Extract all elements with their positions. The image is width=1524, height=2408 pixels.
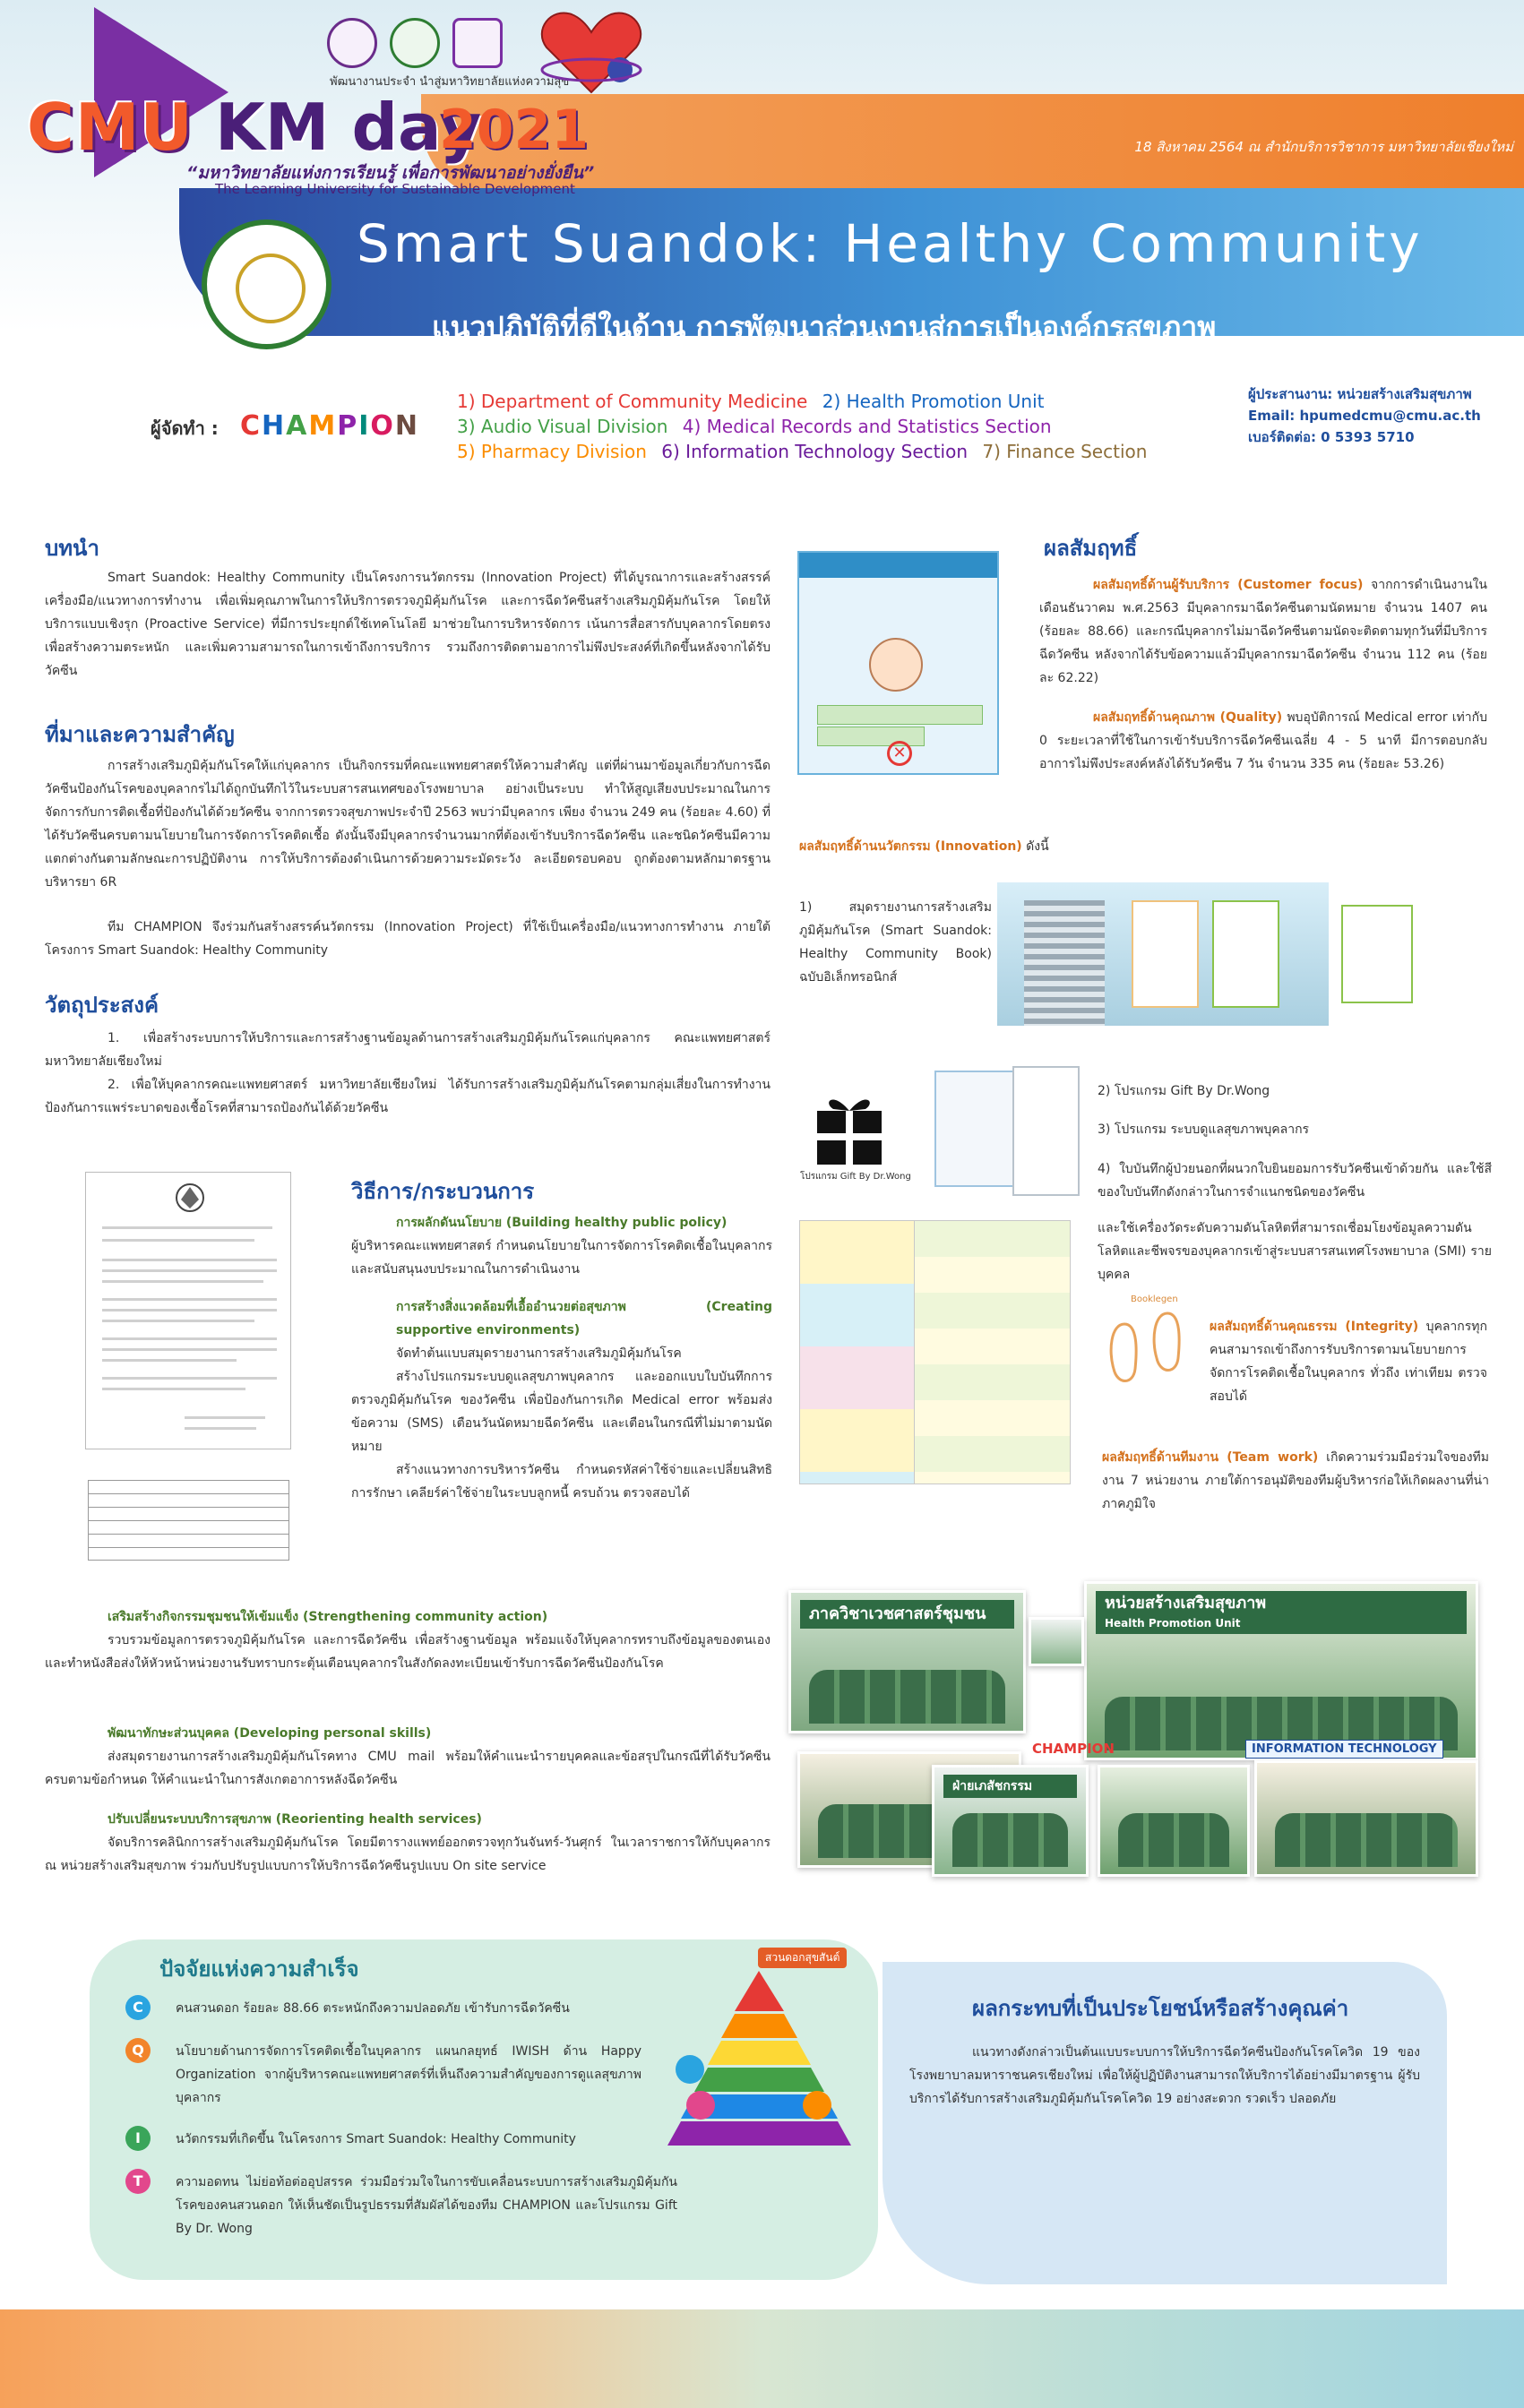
result-teamwork-title: ผลสัมฤทธิ์ด้านทีมงาน (Team work) [1102, 1450, 1319, 1465]
method-step-2c-wrap [351, 1458, 772, 1505]
photo-finance [1098, 1765, 1250, 1877]
slogan-english: The Learning University for Sustainable Development [215, 181, 575, 197]
form-row [817, 705, 983, 725]
phone-status-bar [799, 553, 997, 578]
policy-document-image [85, 1172, 291, 1449]
photo-it-section [1254, 1760, 1478, 1877]
background-p1: การสร้างเสริมภูมิคุ้มกันโรคให้แก่บุคลากร เป็นกิจกรรมที่คณะแพทยศาสตร์ให้ความสำคัญ แต่ที่ผ่านมาข้อมูลเกี่ยวกับการฉีดวัคซีนป้องกันโรคของบุคลากรไม่ได้ถูกบันทึกไว้ในระบบสารสนเทศของโรงพยาบาล อย่างเป็นระบบ ทำให้สูญเสียงบประมาณในการจัดการกับการติดเชื้อที่ป้องกันได้ด้วยวัคซีน จากการตรวจสุขภาพประจำปี 2563 พบว่ามีบุคลากร เพียง จำนวน 249 คน (ร้อยละ 4.60) ที่ได้รับวัคซีนครบตามนโยบายในการจัดการโรคติดเชื้อ ดังนั้นจึงมีบุคลากรจำนวนมากที่ต้องเข้ารับบริการฉีดวัคซีน และชนิดวัคซีนมีความแตกต่างกันตามลักษณะการปฏิบัติงาน การให้บริการต้องดำเนินการด้วยความระมัดระวัง ละเอียดรอบคอบ ถูกต้องตามหลักมาตรฐานบริหารยา 6R [45, 759, 771, 890]
book-phone-screen [1212, 900, 1279, 1008]
faculty-seal [202, 219, 331, 349]
innovation-5: และใช้เครื่องวัดระดับความดันโลหิตที่สามารถเชื่อมโยงข้อมูลความดันโลหิตและชีพจรของบุคลากรเข้าสู่ระบบสารสนเทศโรงพยาบาล (SMI) รายบุคคล [1098, 1221, 1492, 1282]
method-step-5-title: ปรับเปลี่ยนระบบบริการสุขภาพ (Reorienting health services) [108, 1812, 482, 1827]
footer-band [0, 2309, 1524, 2408]
heart-logo [538, 7, 645, 97]
champion-letter: C [240, 410, 263, 442]
innovation-2: 2) โปรแกรม Gift By Dr.Wong [1098, 1084, 1270, 1098]
method-step-2-title: การสร้างสิ่งแวดล้อมที่เอื้ออำนวยต่อสุขภาพ (Creating supportive environments) [396, 1300, 772, 1337]
objective-1-text: 1. เพื่อสร้างระบบการให้บริการและการสร้างฐานข้อมูลด้านการสร้างเสริมภูมิคุ้มกันโรคแก่บุคลากร คณะแพทยศาสตร์ มหาวิทยาลัยเชียงใหม่ [45, 1031, 771, 1069]
gift-app-phone [1012, 1066, 1080, 1196]
close-icon: ✕ [887, 741, 912, 766]
unit-item: 3) Audio Visual Division [457, 416, 668, 437]
footprints-icon [1098, 1306, 1196, 1391]
logo-cmu: CMU [27, 90, 194, 165]
method-step-2b: สร้างโปรแกรมระบบดูแลสุขภาพบุคลากร และออกแบบใบบันทึกการตรวจภูมิคุ้มกันโรค ของวัคซีน เพื่อป้องกันการเกิด Medical error พร้อมส่งข้อความ (SMS) เตือนวันนัดหมายฉีดวัคซีน และเตือนในกรณีที่ไม่มาตามนัดหมาย [351, 1370, 772, 1454]
org-logo-1 [327, 18, 377, 68]
method-step-4-title: พัฒนาทักษะส่วนบุคคล (Developing personal skills) [108, 1726, 432, 1741]
logo-year: 2021 [439, 99, 589, 161]
champion-letter: O [370, 410, 395, 442]
unit-item: 6) Information Technology Section [661, 441, 968, 462]
intro-heading: บทนำ [45, 536, 99, 561]
method-step-3-title: เสริมสร้างกิจกรรมชุมชนให้เข้มแข็ง (Strengthening community action) [108, 1610, 548, 1624]
method-step-5 [45, 1808, 771, 1878]
success-item-i: นวัตกรรมที่เกิดขึ้น ในโครงการ Smart Suandok: Healthy Community [176, 2132, 576, 2146]
method-step-3-wrap [45, 1629, 771, 1675]
event-date-place: 18 สิงหาคม 2564 ณ สำนักบริการวิชาการ มหาวิทยาลัยเชียงใหม่ [1134, 139, 1513, 155]
method-step-3 [45, 1605, 771, 1675]
champion-letter: A [286, 410, 309, 442]
objective-1 [45, 1027, 771, 1073]
method-step-4 [45, 1722, 771, 1792]
background-p2: ทีม CHAMPION จึงร่วมกันสร้างสรรค์นวัตกรรม (Innovation Project) ที่ใช้เป็นเครื่องมือ/แนวทางการทำงาน ภายใต้โครงการ Smart Suandok: Healthy Community [45, 920, 771, 958]
method-step-4-text: ส่งสมุดรายงานการสร้างเสริมภูมิคุ้มกันโรคทาง CMU mail พร้อมให้คำแนะนำรายบุคคลและข้อสรุปในกรณีที่ได้รับวัคซีนครบตามข้อกำหนด ให้คำแนะนำในการสังเกตอาการหลังฉีดวัคซีน [45, 1750, 771, 1787]
champion-photo-tag [1032, 1741, 1115, 1757]
photo-sign-2-en: Health Promotion Unit [1105, 1617, 1241, 1630]
innovation-1: 1) สมุดรายงานการสร้างเสริมภูมิคุ้มกันโรค (Smart Suandok: Healthy Community Book) ฉบับอิเล็กทรอนิกส์ [799, 900, 992, 985]
partner-logos [327, 18, 503, 68]
form-row [817, 727, 925, 746]
nurse-avatar-icon [869, 638, 923, 692]
letter-c-badge: C [125, 1995, 151, 2020]
unit-item: 5) Pharmacy Division [457, 441, 647, 462]
photo-community-medicine [788, 1590, 1026, 1733]
photo-health-promotion-unit [1084, 1581, 1478, 1760]
result-innovation-title: ผลสัมฤทธิ์ด้านนวัตกรรม (Innovation) [799, 839, 1022, 854]
result-innovation [799, 835, 1489, 858]
method-step-1 [351, 1211, 772, 1281]
garuda-emblem-icon [174, 1182, 206, 1214]
photo-sign-1: ภาควิชาเวชศาสตร์ชุมชน [800, 1600, 1014, 1629]
result-integrity [1210, 1315, 1487, 1408]
units-line-2 [457, 414, 1174, 439]
background-text-1 [45, 754, 771, 894]
unit-item: 7) Finance Section [982, 441, 1148, 462]
intro-text [45, 566, 771, 683]
team-members [1275, 1813, 1458, 1867]
letter-i-badge: I [125, 2126, 151, 2151]
impact-heading: ผลกระทบที่เป็นประโยชน์หรือสร้างคุณค่า [972, 1996, 1349, 2021]
innovation-3: 3) โปรแกรม ระบบดูแลสุขภาพบุคลากร [1098, 1122, 1310, 1137]
result-integrity-title: ผลสัมฤทธิ์ด้านคุณธรรม (Integrity) [1210, 1320, 1419, 1334]
impact-body: แนวทางดังกล่าวเป็นต้นแบบระบบการให้บริการฉีดวัคซีนป้องกันโรคโควิด 19 ของโรงพยาบาลมหาราชนครเชียงใหม่ เพื่อให้ผู้ปฏิบัติงานสามารถให้บริการได้อย่างมีมาตรฐาน ผู้รับบริการได้รับการสร้างเสริมภูมิคุ้มกันโรคโควิด 19 อย่างสะดวก รวดเร็ว ปลอดภัย [909, 2045, 1420, 2106]
result-teamwork-text: เกิดความร่วมมือร่วมใจของทีมงาน 7 หน่วยงาน ภายใต้การอนุมัติของทีมผู้บริหารก่อให้เกิดผลงานที่น่าภาคภูมิใจ [1102, 1450, 1489, 1511]
vaccine-table-image [88, 1480, 289, 1561]
result-customer-text: จากการดำเนินงานในเดือนธันวาคม พ.ศ.2563 มีบุคลากรมาฉีดวัคซีนตามนัดหมาย จำนวน 1407 คน (ร้อยละ 88.66) และกรณีบุคลากรไม่มาฉีดวัคซีนตามนัดจะติดตามทุกวันที่มีบริการฉีดวัคซีน หลังจากได้รับข้อความแล้วมีบุคลากรมาฉีดวัคซีน จำนวน 112 คน (ร้อยละ 62.22) [1039, 578, 1487, 685]
result-customer [1039, 573, 1487, 690]
contact-phone: เบอร์ติดต่อ: 0 5393 5710 [1248, 429, 1415, 445]
photo-sign-3: ฝ่ายเภสัชกรรม [943, 1775, 1077, 1798]
slogan-thai: “มหาวิทยาลัยแห่งการเรียนรู้ เพื่อการพัฒนาอย่างยั่งยืน” [186, 163, 595, 183]
book-phone-screen [1132, 900, 1199, 1008]
method-step-2 [351, 1295, 772, 1505]
champion-letter: M [308, 410, 338, 442]
photo-pharmacy [932, 1765, 1089, 1877]
champion-letter: H [262, 410, 287, 442]
results-heading: ผลสัมฤทธิ์ [1044, 536, 1138, 561]
method-step-1-title: การผลักดันนโยบาย (Building healthy public policy) [396, 1216, 728, 1230]
team-members [1118, 1813, 1229, 1867]
method-step-2b-wrap [351, 1365, 772, 1458]
team-units [457, 389, 1174, 464]
method-step-5-text: จัดบริการคลินิกการสร้างเสริมภูมิคุ้มกันโรค โดยมีตารางแพทย์ออกตรวจทุกวันจันทร์-วันศุกร์ ในเวลาราชการให้กับบุคลากร ณ หน่วยสร้างเสริมสุขภาพ ร่วมกับปรับรูปแบบการให้บริการฉีดวัคซีนรูปแบบ On site service [45, 1836, 771, 1873]
patient-record-forms-image-2 [914, 1220, 1071, 1484]
hospital-building [1024, 900, 1105, 1026]
method-heading: วิธีการ/กระบวนการ [351, 1179, 535, 1204]
result-integrity-text: บุคลากรทุกคนสามารถเข้าถึงการรับบริการตามนโยบายการจัดการโรคติดเชื้อในบุคลากร ทั่วถึง เท่าเทียม ตรวจสอบได้ [1210, 1320, 1487, 1404]
pyramid-diagram-icon [663, 1962, 856, 2154]
objectives-heading: วัตถุประสงค์ [45, 993, 159, 1018]
method-step-5-wrap [45, 1831, 771, 1878]
it-logo: INFORMATION TECHNOLOGY [1245, 1740, 1443, 1759]
org-logo-2 [390, 18, 440, 68]
objective-2 [45, 1073, 771, 1120]
success-item-t: ความอดทน ไม่ย่อท้อต่ออุปสรรค ร่วมมือร่วมใจในการขับเคลื่อนระบบการสร้างเสริมภูมิคุ้มกันโรคของคนสวนดอก ให้เห็นชัดเป็นรูปธรรมที่สัมผัสได้ของทีม CHAMPION และโปรแกรม Gift By Dr. Wong [176, 2175, 677, 2236]
logo-km-day: KM day [215, 90, 482, 165]
unit-item: 2) Health Promotion Unit [822, 391, 1045, 412]
objective-2-text: 2. เพื่อให้บุคลากรคณะแพทยศาสตร์ มหาวิทยาลัยเชียงใหม่ ได้รับการสร้างเสริมภูมิคุ้มกันโรคตามกลุ่มเสี่ยงในการทำงานป้องกันการแพร่ระบาดของเชื้อโรคที่สามารถป้องกันได้ด้วยวัคซีน [45, 1078, 771, 1115]
booklet-caption: Booklegen [1131, 1294, 1178, 1304]
units-line-1 [457, 389, 1174, 414]
success-item-c: คนสวนดอก ร้อยละ 88.66 ตระหนักถึงความปลอดภัย เข้ารับการฉีดวัคซีน [176, 2001, 570, 2016]
result-quality-title: ผลสัมฤทธิ์ด้านคุณภาพ (Quality) [1093, 710, 1283, 725]
gift-caption: โปรแกรม Gift By Dr.Wong [800, 1172, 911, 1182]
result-innovation-tail: ดังนี้ [1026, 839, 1049, 854]
photo-sign-2-th: หน่วยสร้างเสริมสุขภาพ [1105, 1594, 1267, 1612]
team-members [952, 1813, 1068, 1867]
gift-icon [806, 1084, 891, 1169]
champion-letter: I [358, 410, 371, 442]
method-step-1-text: ผู้บริหารคณะแพทยศาสตร์ กำหนดนโยบายในการจัดการโรคติดเชื้อในบุคลากรและสนับสนุนงบประมาณในการดำเนินงาน [351, 1239, 772, 1277]
photo-member-small [1029, 1617, 1084, 1666]
champion-letter: N [394, 410, 420, 442]
contact-block [1248, 383, 1481, 448]
pyramid-tag: สวนดอกสุขสันต์ [758, 1948, 847, 1968]
photo-sign-2 [1096, 1591, 1467, 1634]
background-heading: ที่มาและความสำคัญ [45, 722, 235, 747]
method-step-3-text: รวบรวมข้อมูลการตรวจภูมิคุ้มกันโรค และการฉีดวัคซีน เพื่อสร้างฐานข้อมูล พร้อมแจ้งให้บุคลากรทราบถึงข้อมูลของตนเอง และทำหนังสือส่งให้หัวหน้าหน่วยงานรับทราบกระตุ้นเตือนบุคลากรในสังกัดลงทะเบียนเข้ารับการฉีดวัคซีนป้องกันโรค [45, 1633, 771, 1671]
result-quality-text: พบอุบัติการณ์ Medical error เท่ากับ 0 ระยะเวลาที่ใช้ในการเข้ารับบริการฉีดวัคซีนเฉลี่ย 4 - 5 นาที มีการตอบกลับอาการไม่พึงประสงค์หลังได้รับวัคซีน 7 วัน จำนวน 335 คน (ร้อยละ 53.26) [1039, 710, 1487, 771]
unit-item: 1) Department of Community Medicine [457, 391, 808, 412]
unit-item: 4) Medical Records and Statistics Section [682, 416, 1052, 437]
method-step-2a: จัดทำต้นแบบสมุดรายงานการสร้างเสริมภูมิคุ้มกันโรค [396, 1346, 682, 1361]
method-step-2c: สร้างแนวทางการบริหารวัคซีน กำหนดรหัสค่าใช้จ่ายและเปลี่ยนสิทธิการรักษา เคลียร์ค่าใช้จ่ายในระบบลูกหนี้ ครบถ้วน ตรวจสอบได้ [351, 1463, 772, 1501]
brand-subtitle: พัฒนางานประจำ นำสู่มหาวิทยาลัยแห่งความสุข [330, 75, 570, 89]
page-title: Smart Suandok: Healthy Community [357, 213, 1424, 274]
success-heading: ปัจจัยแห่งความสำเร็จ [159, 1956, 359, 1982]
coordinator: ผู้ประสานงาน: หน่วยสร้างเสริมสุขภาพ [1248, 386, 1472, 402]
page-subtitle: แนวปฏิบัติที่ดีในด้าน การพัฒนาส่วนงานสู่การเป็นองค์กรสุขภาพ [432, 310, 1217, 344]
intro-body: Smart Suandok: Healthy Community เป็นโครงการนวัตกรรม (Innovation Project) ที่ได้บูรณาการและสร้างสรรค์เครื่องมือ/แนวทางการทำงาน เพื่อเพิ่มคุณภาพในการให้บริการตรวจภูมิคุ้มกันโรค และการฉีดวัคซีนสร้างเสริมภูมิคุ้มกันโรค โดยให้บริการแบบเชิงรุก (Proactive Service) ที่มีการประยุกต์ใช้เทคโนโลยี มาช่วยในการบริหารจัดการ เน้นการสื่อสารกับบุคลากรโดยตรง เพื่อสร้างความตระหนัก และเพิ่มความสามารถในการเข้าถึงการบริการ รวมถึงการติดตามอาการไม่พึงประสงค์ที่เกิดขึ้นหลังจากได้รับวัคซีน [45, 571, 771, 678]
sms-screenshot-image [797, 551, 999, 775]
units-line-3 [457, 439, 1174, 464]
result-teamwork [1102, 1446, 1489, 1516]
success-item-q: นโยบายด้านการจัดการโรคติดเชื้อในบุคลากร แผนกลยุทธ์ IWISH ด้าน Happy Organization จากผู้บริหารคณะแพทยศาสตร์ที่เห็นถึงความสำคัญของการดูแลสุขภาพบุคลากร [176, 2044, 641, 2105]
champion-team-name [240, 410, 419, 442]
result-customer-title: ผลสัมฤทธิ์ด้านผู้รับบริการ (Customer focus) [1093, 578, 1364, 592]
champion-tag-text: CHAMPION [1032, 1741, 1115, 1757]
champion-letter: P [337, 410, 359, 442]
healthy-app-screen [1341, 905, 1413, 1003]
cmu-logo [452, 18, 503, 68]
team-members [809, 1670, 1005, 1724]
impact-text [909, 2041, 1420, 2111]
innovation-4: 4) ใบบันทึกผู้ป่วยนอกที่ผนวกใบยินยอมการรับวัคซีนเข้าด้วยกัน และใช้สีของใบบันทึกดังกล่าวในการจำแนกชนิดของวัคซีน [1098, 1162, 1492, 1200]
result-quality [1039, 706, 1487, 776]
contact-email[interactable]: Email: hpumedcmu@cmu.ac.th [1248, 408, 1481, 424]
letter-q-badge: Q [125, 2038, 151, 2063]
letter-t-badge: T [125, 2169, 151, 2194]
method-step-4-wrap [45, 1745, 771, 1792]
producer-label: ผู้จัดทำ : [151, 417, 219, 439]
hospital-book-image [997, 882, 1329, 1026]
background-text-2 [45, 916, 771, 962]
